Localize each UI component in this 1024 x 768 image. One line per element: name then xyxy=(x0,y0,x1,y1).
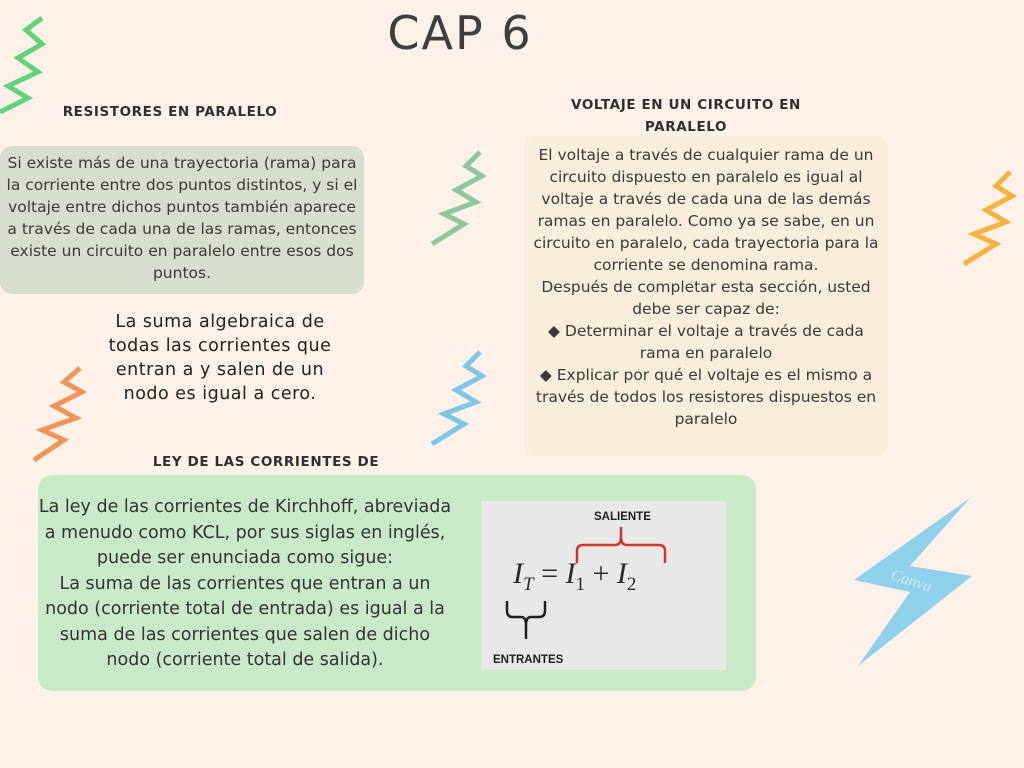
suma-line: entran a y salen de un xyxy=(115,360,325,380)
voltaje-box xyxy=(524,136,888,456)
voltaje-bullet: ◆ Explicar por qué el voltaje es el mismo a través de todos los resistores dispuestos en paralelo xyxy=(535,366,877,428)
ley-heading-line: LEY DE LAS CORRIENTES DE xyxy=(152,454,380,470)
equals-sign: = xyxy=(541,557,558,590)
voltaje-heading-line: VOLTAJE EN UN CIRCUITO EN xyxy=(571,97,801,113)
voltaje-heading xyxy=(540,94,832,138)
ley-paragraph: La ley de las corrientes de Kirchhoff, abreviada a menudo como KCL, por sus siglas en inglés, puede ser enunciada como sigue: xyxy=(38,497,452,568)
voltaje-heading-line: PARALELO xyxy=(644,119,728,135)
plus-sign: + xyxy=(592,557,610,590)
ley-box xyxy=(38,475,756,691)
entrantes-brace-icon xyxy=(505,599,547,647)
resistores-text: Si existe más de una trayectoria (rama) para la corriente entre dos puntos distintos, y si el voltaje entre dichos puntos también aparece a través de cada una de las ramas, entonces existe un circuito en paralelo entre esos dos puntos. xyxy=(6,154,358,282)
ley-text xyxy=(38,495,452,674)
formula-panel xyxy=(481,501,726,670)
voltaje-paragraph: El voltaje a través de cualquier rama de un circuito dispuesto en paralelo es igual al voltaje a través de cada una de las demás ramas en paralelo. Como ya se sabe, en un circuito en paralelo, cada trayectoria para la corriente se denomina rama. xyxy=(533,146,879,274)
term2-symbol: I xyxy=(616,557,627,590)
lhs-subscript: T xyxy=(523,574,534,595)
ley-paragraph: La suma de las corrientes que entran a un nodo (corriente total de entrada) es igual a la suma de las corrientes que salen de dicho nodo (corriente total de salida). xyxy=(45,573,445,670)
term1-subscript: 1 xyxy=(575,574,585,595)
suma-line: todas las corrientes que xyxy=(108,336,332,356)
zigzag-sage-center xyxy=(428,150,486,248)
saliente-label: SALIENTE xyxy=(594,511,651,523)
lightning-bolt-icon xyxy=(852,496,980,668)
page-title: CAP 6 xyxy=(387,6,533,60)
lhs-symbol: I xyxy=(513,557,523,590)
zigzag-blue-center xyxy=(428,350,486,448)
resistores-box xyxy=(0,146,364,294)
watermark: Canva xyxy=(888,566,934,596)
suma-line: nodo es igual a cero. xyxy=(123,384,317,404)
suma-statement xyxy=(96,310,344,406)
kcl-formula xyxy=(513,557,637,596)
zigzag-yellow-right xyxy=(956,168,1018,268)
zigzag-green-top-left xyxy=(0,14,50,114)
term1-symbol: I xyxy=(565,557,576,590)
voltaje-bullet: ◆ Determinar el voltaje a través de cada rama en paralelo xyxy=(548,322,864,362)
resistores-heading: RESISTORES EN PARALELO xyxy=(62,104,278,120)
term2-subscript: 2 xyxy=(626,574,637,595)
entrantes-label: ENTRANTES xyxy=(493,654,564,666)
suma-line: La suma algebraica de xyxy=(115,312,325,332)
voltaje-objectives-intro: Después de completar esta sección, usted debe ser capaz de: xyxy=(541,278,871,318)
zigzag-orange-left xyxy=(26,366,86,464)
